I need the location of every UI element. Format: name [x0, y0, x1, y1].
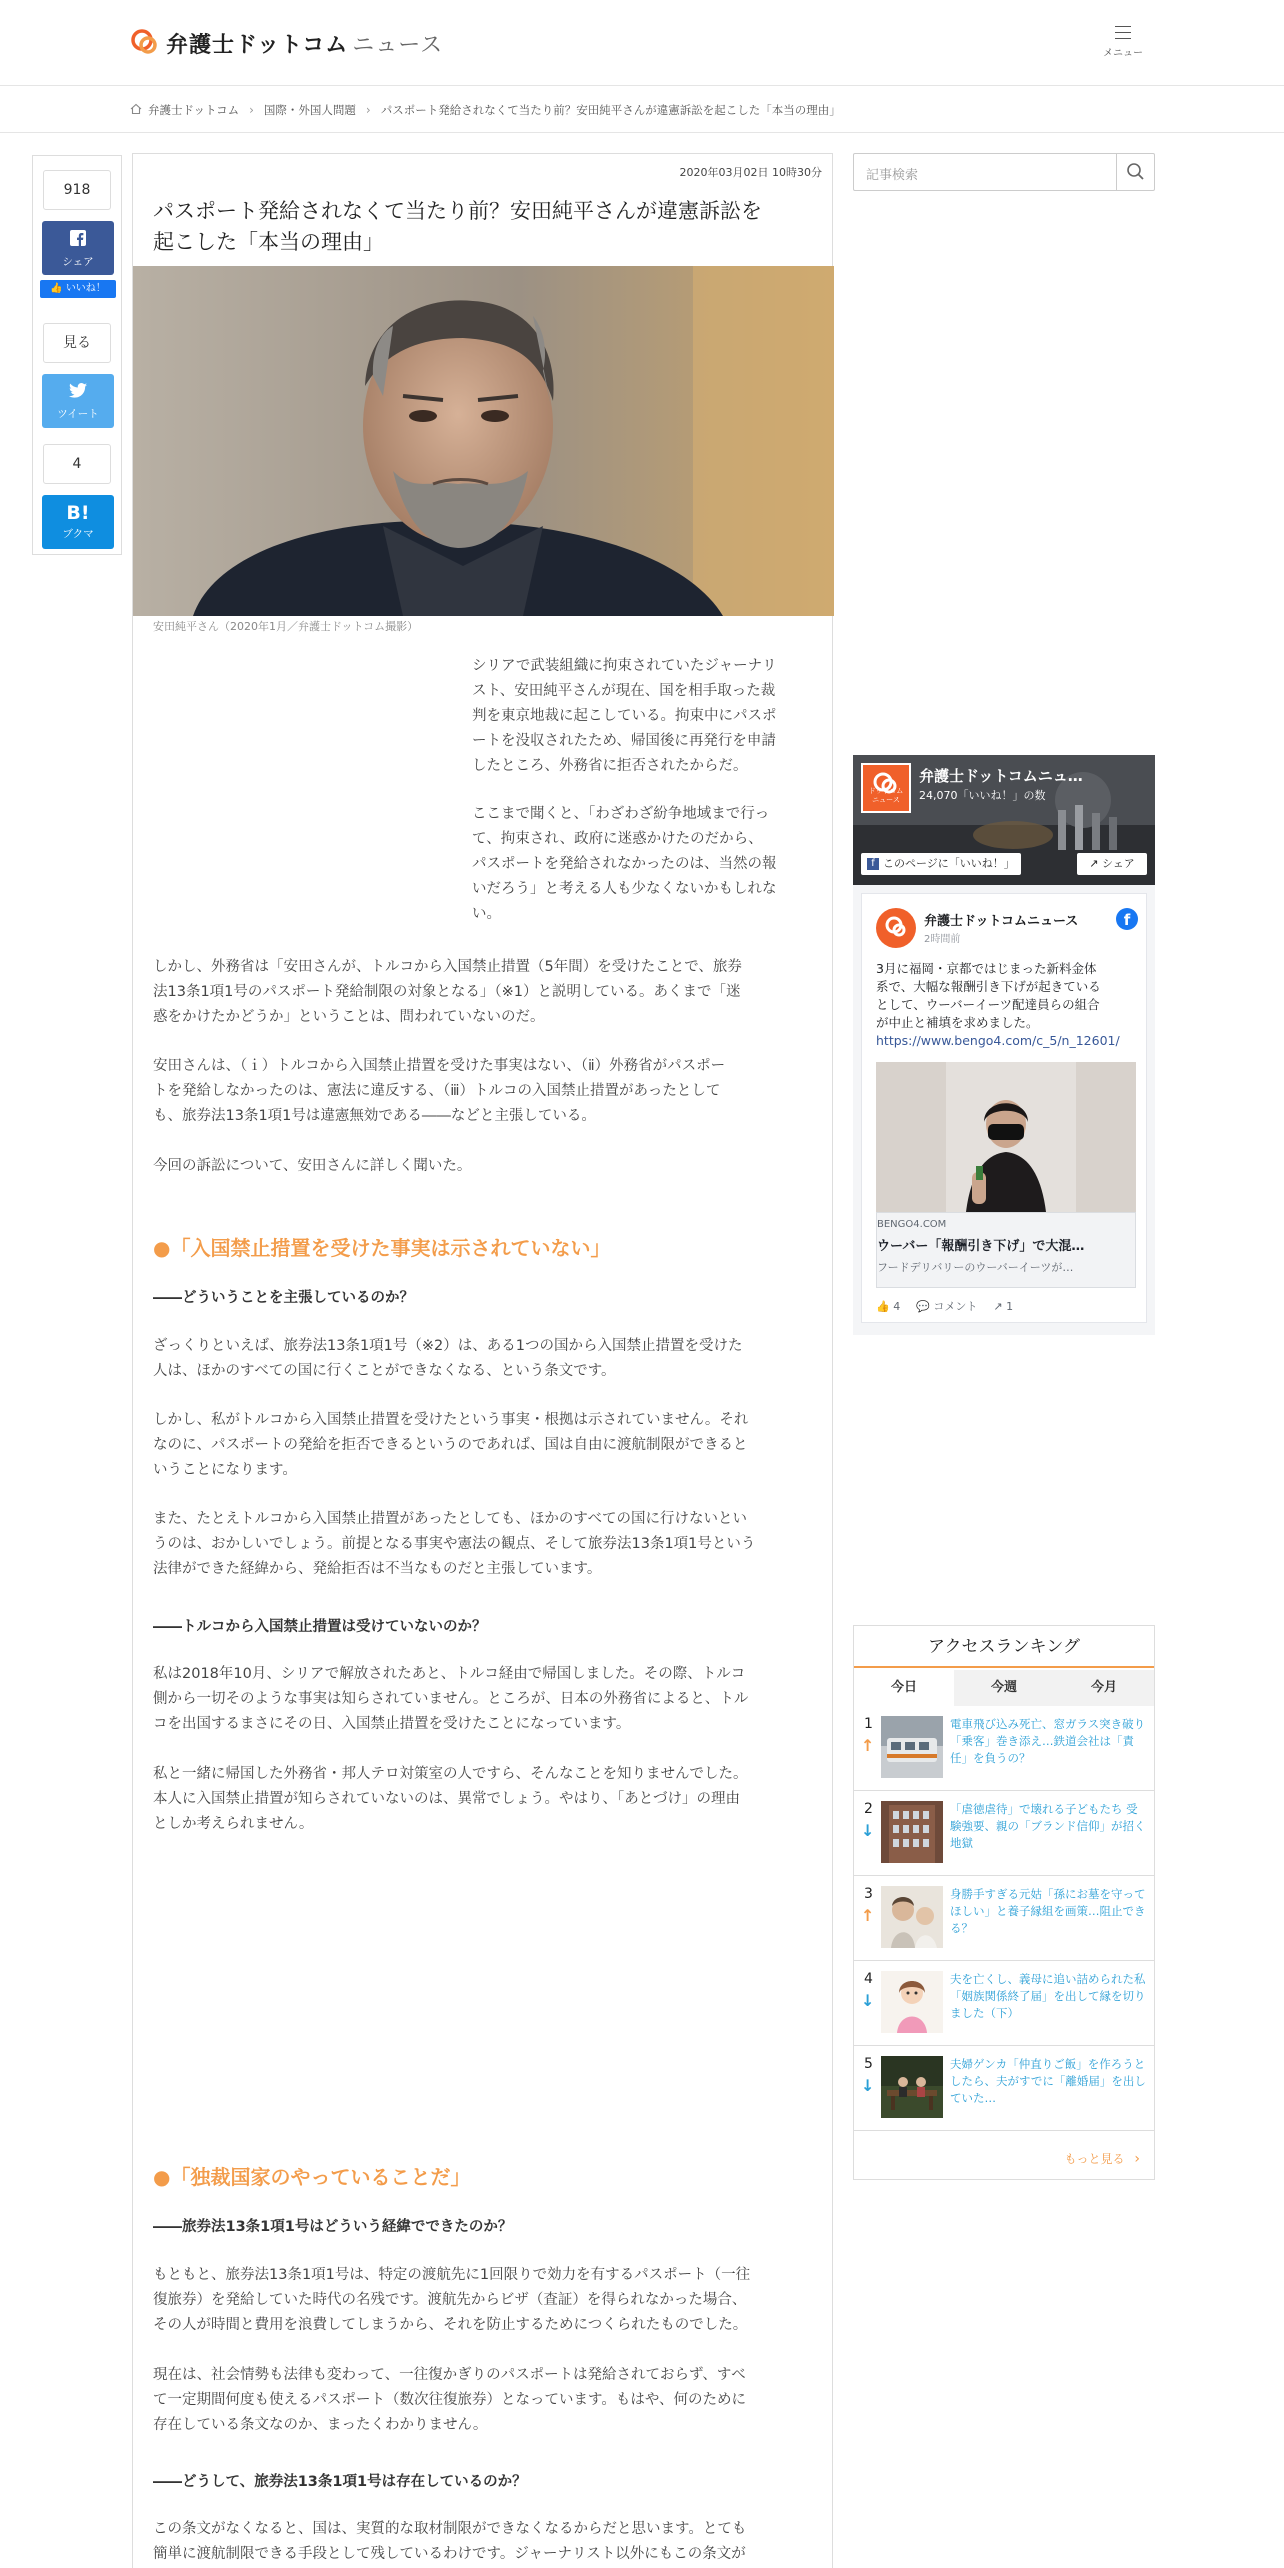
text-line: うのは、おかしいでしょう。前提となる事実や憲法の観点、そして旅券法13条1項1号という: [153, 1536, 756, 1552]
article-date: 2020年03月02日 10時30分: [679, 166, 822, 179]
section-heading: ●「独裁国家のやっていることだ」: [153, 2165, 471, 2189]
rank-number: 1: [864, 1716, 873, 1732]
ranking-thumbnail: [881, 1716, 943, 1778]
tab-week[interactable]: 今週: [990, 1680, 1017, 1695]
logo-sub-text: ニュース: [352, 32, 444, 58]
text-line: なのに、パスポートの発給を拒否できるというのであれば、国は自由に渡航制限ができると: [153, 1437, 748, 1453]
ranking-title-link: 「虐徳虐待」で壊れる子どもたち 受験強要、親の「ブランド信仰」が招く地獄: [950, 1802, 1146, 1850]
facebook-post: [861, 893, 1147, 1323]
facebook-share-label: シェア: [62, 256, 94, 268]
page-avatar[interactable]: [861, 763, 911, 813]
share-column: [32, 155, 122, 555]
ranking-item[interactable]: [854, 1706, 1154, 1791]
tweet-button[interactable]: [42, 374, 114, 428]
text-line: て、拘束され、政府に迷惑かけたのだから、: [472, 831, 763, 847]
text-line: としか考えられません。: [153, 1816, 314, 1832]
link-domain: BENGO4.COM: [877, 1219, 947, 1230]
paragraph: [153, 2363, 818, 2438]
text-line: 系で、大幅な報酬引き下げが起きている: [876, 979, 1101, 994]
text-line: シリアで武装組織に拘束されていたジャーナリ: [472, 658, 777, 674]
view-count-box[interactable]: 見る: [43, 323, 111, 363]
text-line: 法13条1項1号のパスポート発給制限の対象となる」（※1）と説明している。あくまで「迷: [153, 984, 741, 1000]
text-line: しかし、私がトルコから入国禁止措置を受けたという事実・根拠は示されていません。それ: [153, 1412, 749, 1428]
rank-number: 2: [864, 1801, 873, 1817]
post-link[interactable]: https://www.bengo4.com/c_5/n_12601/: [876, 1033, 1120, 1048]
paragraph: 今回の訴訟について、安田さんに詳しく聞いた。: [153, 1158, 472, 1174]
text-line: 私と一緒に帰国した外務省・邦人テロ対策室の人ですら、そんなことを知りませんでした。: [153, 1766, 748, 1782]
like-action[interactable]: [876, 1300, 900, 1313]
rank-number: 3: [864, 1886, 873, 1902]
text-line: 判を東京地裁に起こしている。拘束中にパスポ: [472, 708, 777, 724]
paragraph: [153, 2517, 818, 2567]
like-label: いいね！: [65, 283, 106, 294]
ranking-title-link: 夫婦ゲンカ「仲直りご飯」を作ろうとしたら、夫がすでに「離婚届」を出していた…: [950, 2057, 1146, 2105]
trend-down-icon: ↓: [861, 2076, 875, 2095]
like-page-button[interactable]: [861, 853, 1021, 875]
post-author[interactable]: 弁護士ドットコムニュース: [924, 914, 1079, 929]
ranking-tabs: [854, 1670, 1154, 1706]
share-action[interactable]: [993, 1300, 1013, 1313]
article-title-line2: 起こした「本当の理由」: [153, 230, 384, 254]
text-line: て一定期間何度も使えるパスポート（数次往復旅券）となっています。もはや、何のために: [153, 2392, 747, 2408]
text-line: コを出国するまさにその日、入国禁止措置を受けたことになっています。: [153, 1716, 631, 1732]
text-line: ここまで聞くと、「わざわざ紛争地域まで行っ: [472, 806, 770, 822]
article-search: [853, 153, 1155, 191]
text-line: 存在している条文なのか、まったくわかりません。: [153, 2417, 488, 2433]
more-label: もっと見る: [1064, 2152, 1125, 2166]
text-line: したところ、外務省に拒否されたからだ。: [472, 758, 748, 774]
menu-button[interactable]: [1098, 20, 1148, 59]
logo-mark-icon: [130, 28, 160, 58]
article: [132, 153, 833, 2568]
post-text: [876, 960, 1138, 1050]
trend-up-icon: ↑: [861, 1736, 875, 1755]
ranking-title-link: 電車飛び込み死亡、窓ガラス突き破り「乗客」巻き添え…鉄道会社は「責任」を負うの？: [950, 1717, 1146, 1765]
ranking-item[interactable]: [854, 2046, 1154, 2131]
mini-logo-line1: ドットコム: [868, 787, 904, 795]
menu-label: メニュー: [1103, 48, 1143, 59]
site-logo[interactable]: [130, 26, 443, 60]
text-line: その人が時間と費用を浪費してしまうから、それを防止するためにつくられたものでした。: [153, 2317, 748, 2333]
interview-question: ――旅券法13条1項1号はどういう経緯でできたのか？: [153, 2219, 513, 2235]
tweet-label: ツイート: [57, 408, 99, 420]
thumbs-up-icon: 👍: [876, 1299, 890, 1313]
text-line: また、たとえトルコから入国禁止措置があったとしても、ほかのすべての国に行けないとい: [153, 1511, 748, 1527]
text-line: ざっくりといえば、旅券法13条1項1号（※2）は、ある1つの国から入国禁止措置を受けた: [153, 1338, 743, 1354]
site-header: [0, 0, 1284, 86]
twitter-bird-icon: [42, 383, 114, 402]
link-description: フードデリバリーのウーバーイーツが…: [877, 1261, 1074, 1274]
like-count: 4: [893, 1299, 901, 1313]
ranking-thumbnail: [881, 1801, 943, 1863]
hamburger-icon: [1115, 26, 1131, 39]
text-line: 側から一切そのような事実は知らされていません。ところが、日本の外務省によると、トル: [153, 1691, 749, 1707]
breadcrumb-category[interactable]: 国際・外国人問題: [263, 103, 356, 117]
section-heading: ●「入国禁止措置を受けた事実は示されていない」: [153, 1236, 611, 1260]
ranking-thumbnail: [881, 1971, 943, 2033]
facebook-page-widget: [853, 755, 1155, 1335]
tab-month[interactable]: 今月: [1090, 1680, 1117, 1695]
hatena-icon: B!: [66, 502, 90, 524]
rank-number: 5: [864, 2056, 873, 2072]
article-hero-image: [133, 266, 834, 616]
text-line: として、ウーバーイーツ配達員らの組合: [876, 997, 1100, 1012]
divider: [0, 132, 1284, 133]
like-page-label: このページに「いいね！」: [883, 857, 1015, 870]
text-line: パスポートを発給されなかったのは、当然の報: [472, 856, 777, 872]
breadcrumb-home[interactable]: 弁護士ドットコム: [148, 103, 240, 117]
comment-icon: 💬: [916, 1300, 930, 1313]
text-line: もともと、旅券法13条1項1号は、特定の渡航先に1回限りで効力を有するパスポート（一往: [153, 2267, 751, 2283]
facebook-like-button[interactable]: [40, 280, 116, 298]
paragraph: [153, 1408, 818, 1483]
paragraph: [153, 1662, 818, 1737]
text-line: 簡単に渡航制限できる手段として残しているわけです。ジャーナリスト以外にもこの条文が: [153, 2546, 746, 2562]
trend-up-icon: ↑: [861, 1906, 875, 1925]
text-line: い。: [472, 906, 501, 922]
facebook-icon: f: [867, 858, 879, 870]
breadcrumb-current: パスポート発給されなくて当たり前？安田純平さんが違憲訴訟を起こした「本当の理由」: [380, 103, 841, 117]
text-line: 本人に入国禁止措置が知らされていないのは、異常でしょう。やはり、「あとづけ」の理由: [153, 1791, 740, 1807]
post-actions: [876, 1298, 1013, 1314]
share-page-button[interactable]: [1077, 853, 1147, 875]
image-caption: 安田純平さん（2020年1月／弁護士ドットコム撮影）: [153, 620, 419, 633]
text-line: 法律ができた経緯から、発給拒否は不当なものだと主張しています。: [153, 1561, 602, 1577]
search-button[interactable]: [1116, 154, 1154, 190]
share-arrow-icon: ↗: [993, 1299, 1003, 1313]
text-line: 安田さんは、（ｉ）トルコから入国禁止措置を受けた事実はない、（ⅱ）外務省がパスポー: [153, 1058, 726, 1074]
page-likes: 24,070「いいね！」の数: [919, 789, 1046, 802]
paragraph: [153, 1054, 818, 1129]
text-line: いだろう」と考える人も少なくないかもしれな: [472, 881, 777, 897]
text-line: いうことになります。: [153, 1462, 297, 1478]
logo-mark-icon: [876, 908, 916, 948]
lead-paragraph-1: [472, 654, 812, 779]
interview-question: ――どうして、旅券法13条1項1号は存在しているのか？: [153, 2474, 527, 2490]
comment-action[interactable]: [916, 1298, 977, 1314]
link-preview-card[interactable]: [876, 1212, 1136, 1288]
text-line: 復旅券）を発給していた時代の名残です。渡航先からビザ（査証）を得られなかった場合、: [153, 2292, 747, 2308]
rank-number: 4: [864, 1971, 873, 1987]
mini-logo-line2: ニュース: [872, 796, 900, 804]
ranking-thumbnail: [881, 2056, 943, 2118]
text-line: 人は、ほかのすべての国に行くことができなくなる、という条文です。: [153, 1363, 616, 1379]
text-line: 私は2018年10月、シリアで解放されたあと、トルコ経由で帰国しました。その際、トルコ: [153, 1666, 746, 1682]
access-ranking: [853, 1625, 1155, 2180]
ranking-title: アクセスランキング: [854, 1626, 1154, 1668]
facebook-share-button[interactable]: [42, 221, 114, 275]
chevron-right-icon: ›: [249, 103, 254, 117]
tab-today[interactable]: 今日: [854, 1670, 954, 1706]
home-icon: [130, 103, 142, 118]
text-line: しかし、外務省は「安田さんが、トルコから入国禁止措置（5年間）を受けたことで、旅券: [153, 959, 742, 975]
paragraph: [153, 1507, 818, 1582]
hatena-label: ブクマ: [62, 528, 94, 540]
facebook-icon: f: [1116, 908, 1138, 930]
ranking-item[interactable]: [854, 1961, 1154, 2046]
ranking-item[interactable]: [854, 1791, 1154, 1876]
text-line: この条文がなくなると、国は、実質的な取材制限ができなくなるからだと思います。とても: [153, 2521, 747, 2537]
hatena-bookmark-count: 4: [43, 444, 111, 484]
thumbs-up-icon: 👍: [50, 283, 63, 294]
facebook-icon: [42, 230, 114, 250]
ranking-item[interactable]: [854, 1876, 1154, 1961]
text-line: 現在は、社会情勢も法律も変わって、一往復かぎりのパスポートは発給されておらず、すべ: [153, 2367, 746, 2383]
text-line: トを発給しなかったのは、憲法に違反する、（ⅲ）トルコの入国禁止措置があったとして: [153, 1083, 721, 1099]
paragraph: [153, 2263, 818, 2338]
chevron-right-icon: ›: [1134, 2151, 1140, 2167]
share-arrow-icon: ↗: [1089, 857, 1099, 870]
ranking-title-link: 身勝手すぎる元姑「孫にお墓を守ってほしい」と養子縁組を画策…阻止できる？: [950, 1887, 1146, 1935]
text-line: ートを没収されたため、帰国後に再発行を申請: [472, 733, 776, 749]
lead-paragraph-2: [472, 802, 812, 927]
facebook-share-count: 918: [43, 170, 111, 210]
comment-label: コメント: [933, 1300, 978, 1313]
trend-down-icon: ↓: [861, 1821, 875, 1840]
text-line: スト、安田純平さんが現在、国を相手取った裁: [472, 683, 776, 699]
facebook-cover: [853, 755, 1155, 885]
text-line: 3月に福岡・京都ではじまった新料金体: [876, 961, 1097, 976]
interview-question: ――どういうことを主張しているのか？: [153, 1290, 414, 1306]
more-link[interactable]: [1065, 2150, 1140, 2167]
chevron-right-icon: ›: [365, 103, 371, 117]
share-count: 1: [1006, 1299, 1014, 1313]
logo-main-text: 弁護士ドットコム: [166, 32, 349, 58]
text-line: 惑をかけたかどうか」ということは、問われていないのだ。: [153, 1009, 545, 1025]
search-input[interactable]: 記事検索: [866, 168, 919, 183]
text-line: が中止と補填を求めました。: [876, 1015, 1039, 1030]
ranking-thumbnail: [881, 1886, 943, 1948]
search-icon: [1117, 175, 1153, 194]
paragraph: [153, 1762, 818, 1837]
text-line: も、旅券法13条1項1号は違憲無効である――などと主張している。: [153, 1108, 596, 1124]
page-name[interactable]: 弁護士ドットコムニュ…: [919, 767, 1083, 785]
paragraph: [153, 1334, 818, 1384]
article-title-line1: パスポート発給されなくて当たり前？安田純平さんが違憲訴訟を: [153, 199, 762, 223]
link-preview-image[interactable]: [876, 1062, 1136, 1212]
post-time[interactable]: 2時間前: [924, 934, 961, 945]
interview-question: ――トルコから入国禁止措置は受けていないのか？: [153, 1619, 487, 1635]
trend-down-icon: ↓: [861, 1991, 875, 2010]
hatena-bookmark-button[interactable]: [42, 495, 114, 549]
ranking-title-link: 夫を亡くし、義母に追い詰められた私 「姻族関係終了届」を出して縁を切りました（下）: [950, 1972, 1146, 2020]
article-title: [153, 196, 813, 258]
breadcrumb: [130, 101, 841, 119]
link-title: ウーバー「報酬引き下げ」で大混…: [877, 1239, 1085, 1254]
paragraph: [153, 955, 818, 1030]
post-avatar[interactable]: [876, 908, 916, 948]
share-page-label: シェア: [1101, 857, 1135, 870]
